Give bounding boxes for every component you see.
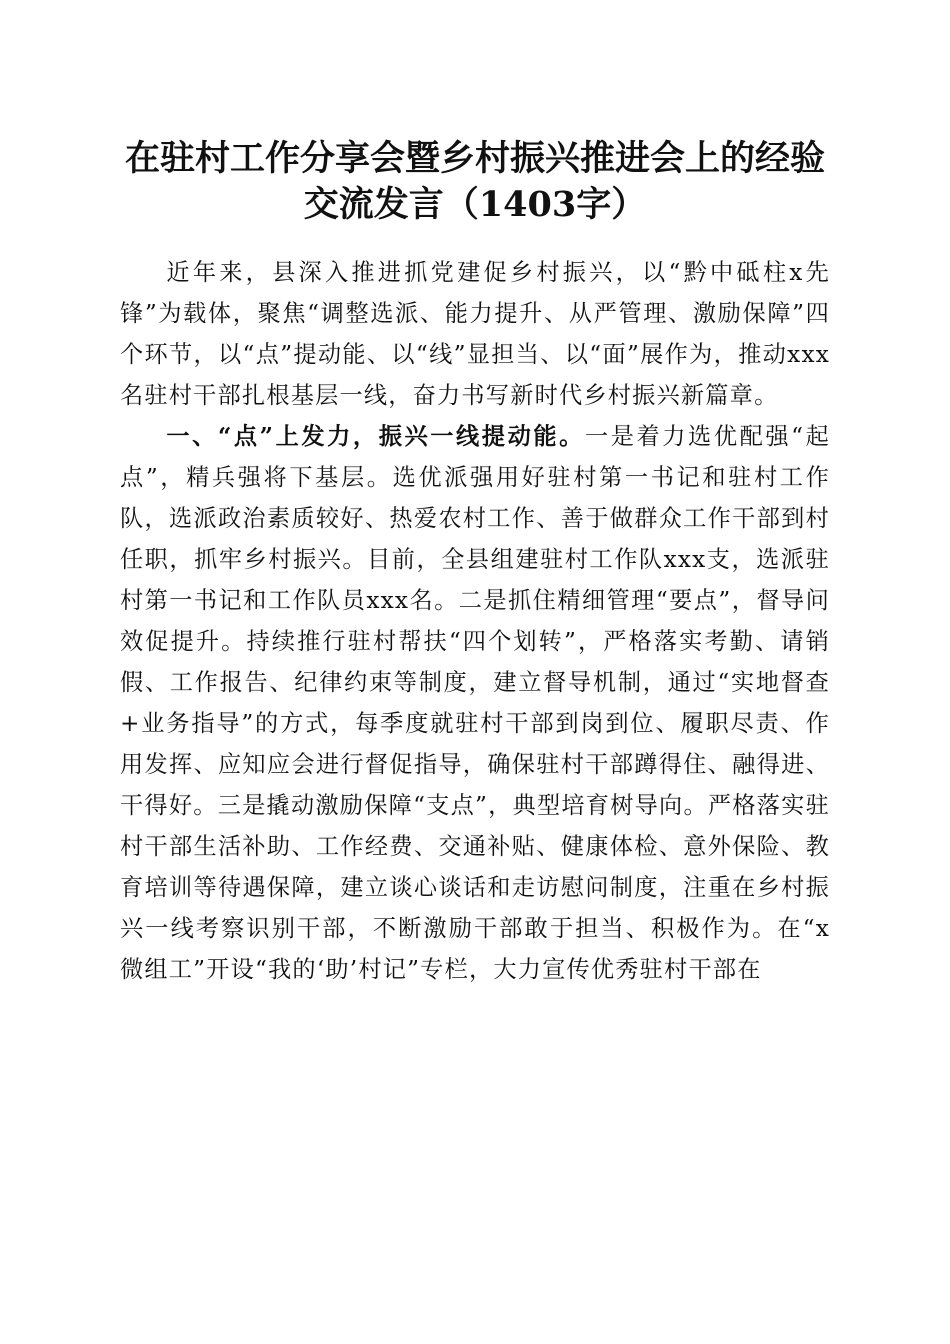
section-one-paragraph xyxy=(120,416,830,990)
intro-paragraph xyxy=(120,252,830,416)
section-one-text: 一是着力选优配强“起点”，精兵强将下基层。选优派强用好驻村第一书记和驻村工作队，选派政治素质较好、热爱农村工作、善于做群众工作干部到村任职，抓牢乡村振兴。目前，全县组建驻村工作队xxx支，选派驻村第一书记和工作队员xxx名。二是抓住精细管理“要点”，督导问效促提升。持续推行驻村帮扶“四个划转”，严格落实考勤、请销假、工作报告、纪律约束等制度，建立督导机制，通过“实地督查+业务指导”的方式，每季度就驻村干部到岗到位、履职尽责、作用发挥、应知应会进行督促指导，确保驻村干部蹲得住、融得进、干得好。三是撬动激励保障“支点”，典型培育树导向。严格落实驻村干部生活补助、工作经费、交通补贴、健康体检、意外保险、教育培训等待遇保障，建立谈心谈话和走访慰问制度，注重在乡村振兴一线考察识别干部，不断激励干部敢于担当、积极作为。在“x微组工”开设“我的‘助’村记”专栏，大力宣传优秀驻村干部在 xyxy=(120,423,830,983)
document-title xyxy=(100,136,850,228)
intro-paragraph-text: 近年来，县深入推进抓党建促乡村振兴，以“黔中砥柱x先锋”为载体，聚焦“调整选派、能力提升、从严管理、激励保障”四个环节，以“点”提动能、以“线”显担当、以“面”展作为，推动xxx名驻村干部扎根基层一线，奋力书写新时代乡村振兴新篇章。 xyxy=(120,259,830,409)
title-line-1: 在驻村工作分享会暨乡村振兴推进会上的经验 xyxy=(124,138,825,179)
document-body xyxy=(120,252,830,990)
section-one-heading: 一、“点”上发力，振兴一线提动能。 xyxy=(166,423,585,450)
title-line-2: 交流发言（1403字） xyxy=(303,184,647,225)
